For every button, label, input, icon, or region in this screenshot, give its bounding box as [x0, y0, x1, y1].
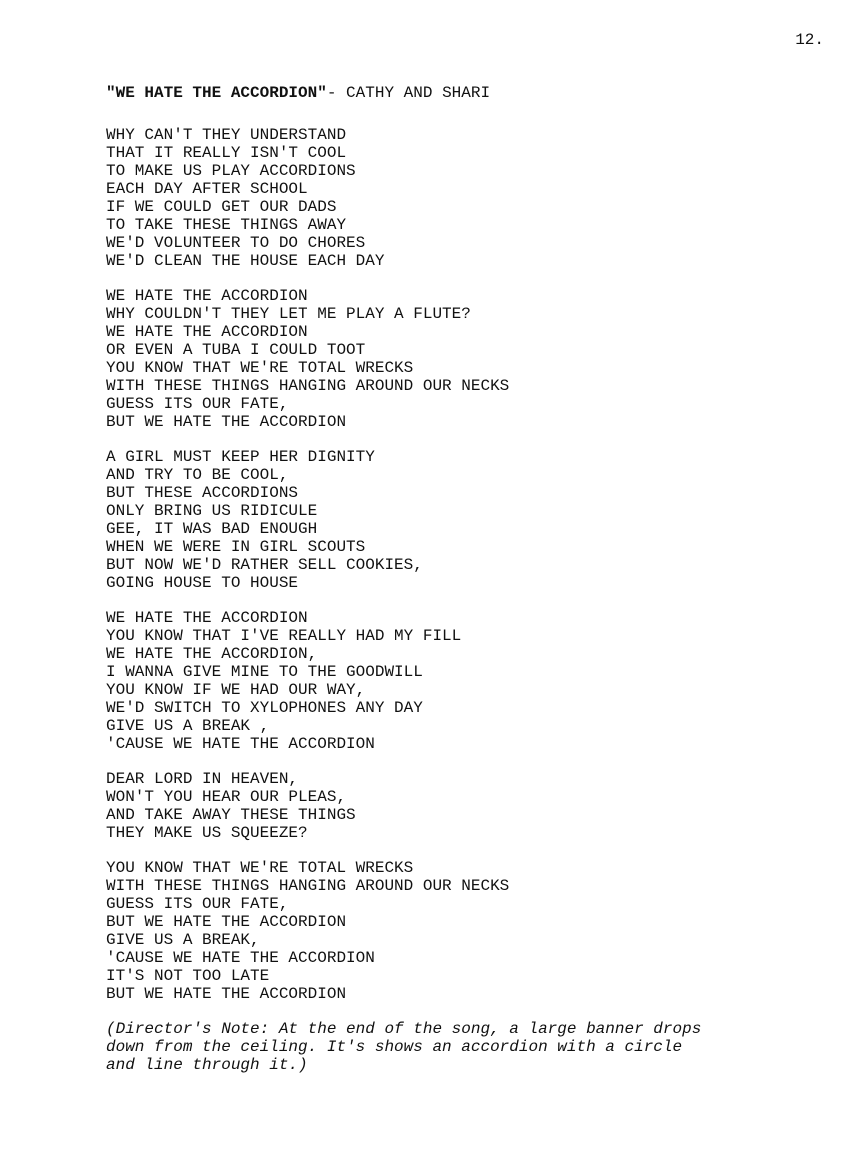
director-note-line: down from the ceiling. It's shows an accordion with a circle — [106, 1038, 683, 1056]
lyric-line: IT'S NOT TOO LATE — [106, 967, 270, 985]
lyric-line: YOU KNOW THAT WE'RE TOTAL WRECKS — [106, 359, 414, 377]
lyrics-content — [106, 84, 826, 1074]
lyric-line: BUT WE HATE THE ACCORDION — [106, 985, 347, 1003]
lyric-line: GEE, IT WAS BAD ENOUGH — [106, 520, 318, 538]
lyric-line: ONLY BRING US RIDICULE — [106, 502, 318, 520]
lyric-line: TO TAKE THESE THINGS AWAY — [106, 216, 347, 234]
lyric-line: WE'D CLEAN THE HOUSE EACH DAY — [106, 252, 385, 270]
lyric-line: WON'T YOU HEAR OUR PLEAS, — [106, 788, 347, 806]
lyric-line: TO MAKE US PLAY ACCORDIONS — [106, 162, 356, 180]
title-separator: - — [326, 84, 347, 102]
director-note-line: (Director's Note: At the end of the song, a large banner drops — [106, 1020, 702, 1038]
stanza-6 — [106, 859, 826, 1003]
director-note — [106, 1020, 826, 1074]
lyric-line: YOU KNOW THAT I'VE REALLY HAD MY FILL — [106, 627, 462, 645]
lyric-line: YOU KNOW IF WE HAD OUR WAY, — [106, 681, 366, 699]
lyric-line: AND TRY TO BE COOL, — [106, 466, 289, 484]
lyric-line: AND TAKE AWAY THESE THINGS — [106, 806, 356, 824]
lyric-line: WHY CAN'T THEY UNDERSTAND — [106, 126, 347, 144]
lyric-line: OR EVEN A TUBA I COULD TOOT — [106, 341, 366, 359]
lyric-line: GUESS ITS OUR FATE, — [106, 895, 289, 913]
stanza-4 — [106, 609, 826, 753]
lyric-line: BUT NOW WE'D RATHER SELL COOKIES, — [106, 556, 423, 574]
lyric-line: DEAR LORD IN HEAVEN, — [106, 770, 299, 788]
stanza-5 — [106, 770, 826, 842]
lyric-line: GUESS ITS OUR FATE, — [106, 395, 289, 413]
lyric-line: WITH THESE THINGS HANGING AROUND OUR NECKS — [106, 377, 510, 395]
lyric-line: WE HATE THE ACCORDION, — [106, 645, 318, 663]
lyric-line: WE HATE THE ACCORDION — [106, 287, 308, 305]
stanza-1 — [106, 126, 826, 270]
director-note-line: and line through it.) — [106, 1056, 308, 1074]
song-heading — [106, 84, 826, 102]
page-number: 12. — [795, 31, 824, 49]
lyric-line: GIVE US A BREAK , — [106, 717, 270, 735]
lyric-line: THAT IT REALLY ISN'T COOL — [106, 144, 347, 162]
lyric-line: I WANNA GIVE MINE TO THE GOODWILL — [106, 663, 423, 681]
lyric-line: BUT WE HATE THE ACCORDION — [106, 413, 347, 431]
lyric-line: YOU KNOW THAT WE'RE TOTAL WRECKS — [106, 859, 414, 877]
lyric-line: THEY MAKE US SQUEEZE? — [106, 824, 308, 842]
song-title: "WE HATE THE ACCORDION" — [106, 84, 327, 102]
lyric-line: WE'D SWITCH TO XYLOPHONES ANY DAY — [106, 699, 423, 717]
lyric-line: WITH THESE THINGS HANGING AROUND OUR NECKS — [106, 877, 510, 895]
lyric-line: A GIRL MUST KEEP HER DIGNITY — [106, 448, 375, 466]
song-performers: CATHY AND SHARI — [346, 84, 491, 102]
lyric-line: WHEN WE WERE IN GIRL SCOUTS — [106, 538, 366, 556]
stanza-2 — [106, 287, 826, 431]
lyric-line: IF WE COULD GET OUR DADS — [106, 198, 337, 216]
lyric-line: BUT THESE ACCORDIONS — [106, 484, 299, 502]
lyric-line: WHY COULDN'T THEY LET ME PLAY A FLUTE? — [106, 305, 471, 323]
lyric-line: EACH DAY AFTER SCHOOL — [106, 180, 308, 198]
stanza-3 — [106, 448, 826, 592]
lyric-line: WE HATE THE ACCORDION — [106, 323, 308, 341]
lyric-line: GOING HOUSE TO HOUSE — [106, 574, 299, 592]
lyric-line: WE HATE THE ACCORDION — [106, 609, 308, 627]
lyric-line: BUT WE HATE THE ACCORDION — [106, 913, 347, 931]
lyric-line: GIVE US A BREAK, — [106, 931, 260, 949]
lyric-line: 'CAUSE WE HATE THE ACCORDION — [106, 735, 375, 753]
lyric-line: WE'D VOLUNTEER TO DO CHORES — [106, 234, 366, 252]
lyric-line: 'CAUSE WE HATE THE ACCORDION — [106, 949, 375, 967]
